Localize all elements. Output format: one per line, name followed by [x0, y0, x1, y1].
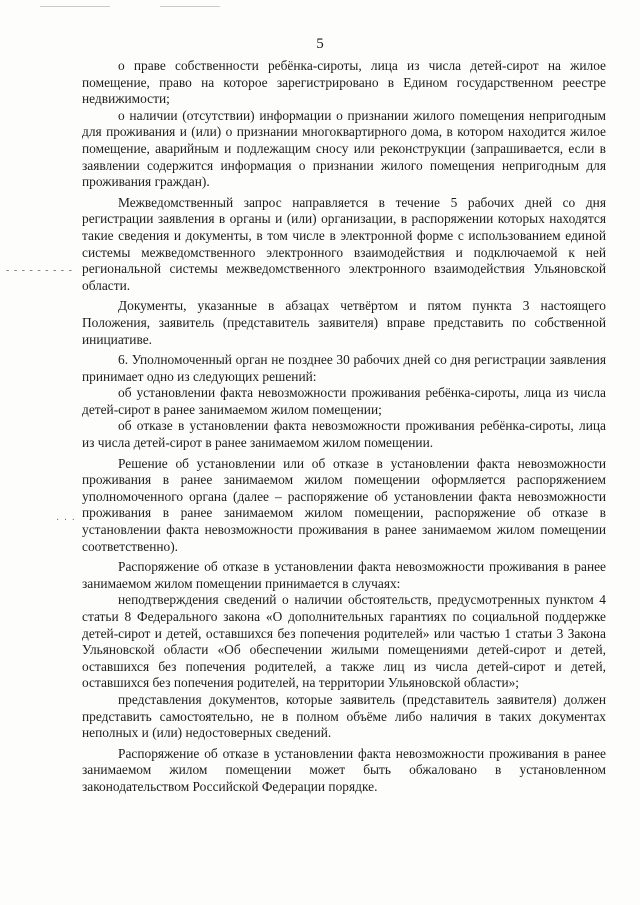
paragraph: Распоряжение об отказе в установлении факта невозможности проживания в ранее занимаемом жилом помещении может быть обжаловано в установленном законодательством Российской Федерации порядке. [82, 745, 606, 794]
paragraph: о наличии (отсутствии) информации о признании жилого помещения непригодным для проживания и (или) о признании многоквартирного дома, в котором находится жилое помещение, аварийным и подлежащим сносу или реконструкции (запрашивается, если в заявлении содержится информация о признании жилого помещения непригодным для проживания граждан). [82, 107, 606, 190]
document-body [82, 58, 606, 796]
paragraph: Распоряжение об отказе в установлении факта невозможности проживания в ранее занимаемом жилом помещении принимается в случаях: [82, 559, 606, 591]
paragraph: об установлении факта невозможности проживания ребёнка-сироты, лица из числа детей-сирот в ранее занимаемом жилом помещении; [82, 385, 606, 417]
paragraph: Документы, указанные в абзацах четвёртом и пятом пункта 3 настоящего Положения, заявитель (представитель заявителя) вправе представить по собственной инициативе. [82, 298, 606, 347]
paragraph: Межведомственный запрос направляется в течение 5 рабочих дней со дня регистрации заявления в органы и (или) организации, в распоряжении которых находятся такие сведения и документы, в том числе в электронной форме с использованием единой системы межведомственного электронного взаимодействия и подключаемой к ней региональной системы межведомственного электронного взаимодействия Ульяновской области. [82, 194, 606, 293]
paragraph: об отказе в установлении факта невозможности проживания ребёнка-сироты, лица из числа детей-сирот в ранее занимаемом жилом помещении. [82, 418, 606, 451]
scan-artifact-top [40, 6, 110, 7]
paragraph: 6. Уполномоченный орган не позднее 30 рабочих дней со дня регистрации заявления принимает одно из следующих решений: [82, 352, 606, 384]
paragraph: Решение об установлении или об отказе в установлении факта невозможности проживания в ранее занимаемом жилом помещении оформляется распоряжением уполномоченного органа (далее – распоряжение об установлении факта невозможности проживания в ранее занимаемом жилом помещении, распоряжение об отказе в установлении факта невозможности проживания в ранее занимаемом жилом помещении соответственно). [82, 455, 606, 554]
scan-artifact-top [160, 6, 220, 7]
margin-mark: - - - - - - - - - [6, 265, 73, 276]
paragraph: неподтверждения сведений о наличии обстоятельств, предусмотренных пунктом 4 статьи 8 Федерального закона «О дополнительных гарантиях по социальной поддержке детей-сирот и детей, оставшихся без попечения родителей» или частью 1 статьи 3 Закона Ульяновской области «Об обеспечении жилыми помещениями детей-сирот и детей, оставшихся без попечения родителей, а также лиц из числа детей-сирот и детей, оставшихся без попечения родителей, на территории Ульяновской области»; [82, 592, 606, 691]
page-number: 5 [316, 36, 324, 52]
paragraph: о праве собственности ребёнка-сироты, лица из числа детей-сирот на жилое помещение, право на которое зарегистрировано в Едином государственном реестре недвижимости; [82, 58, 606, 107]
paragraph: представления документов, которые заявитель (представитель заявителя) должен представить самостоятельно, не в полном объёме либо наличия в таких документах неполных и (или) недостоверных сведений. [82, 691, 606, 741]
margin-mark: · · · [56, 515, 76, 526]
